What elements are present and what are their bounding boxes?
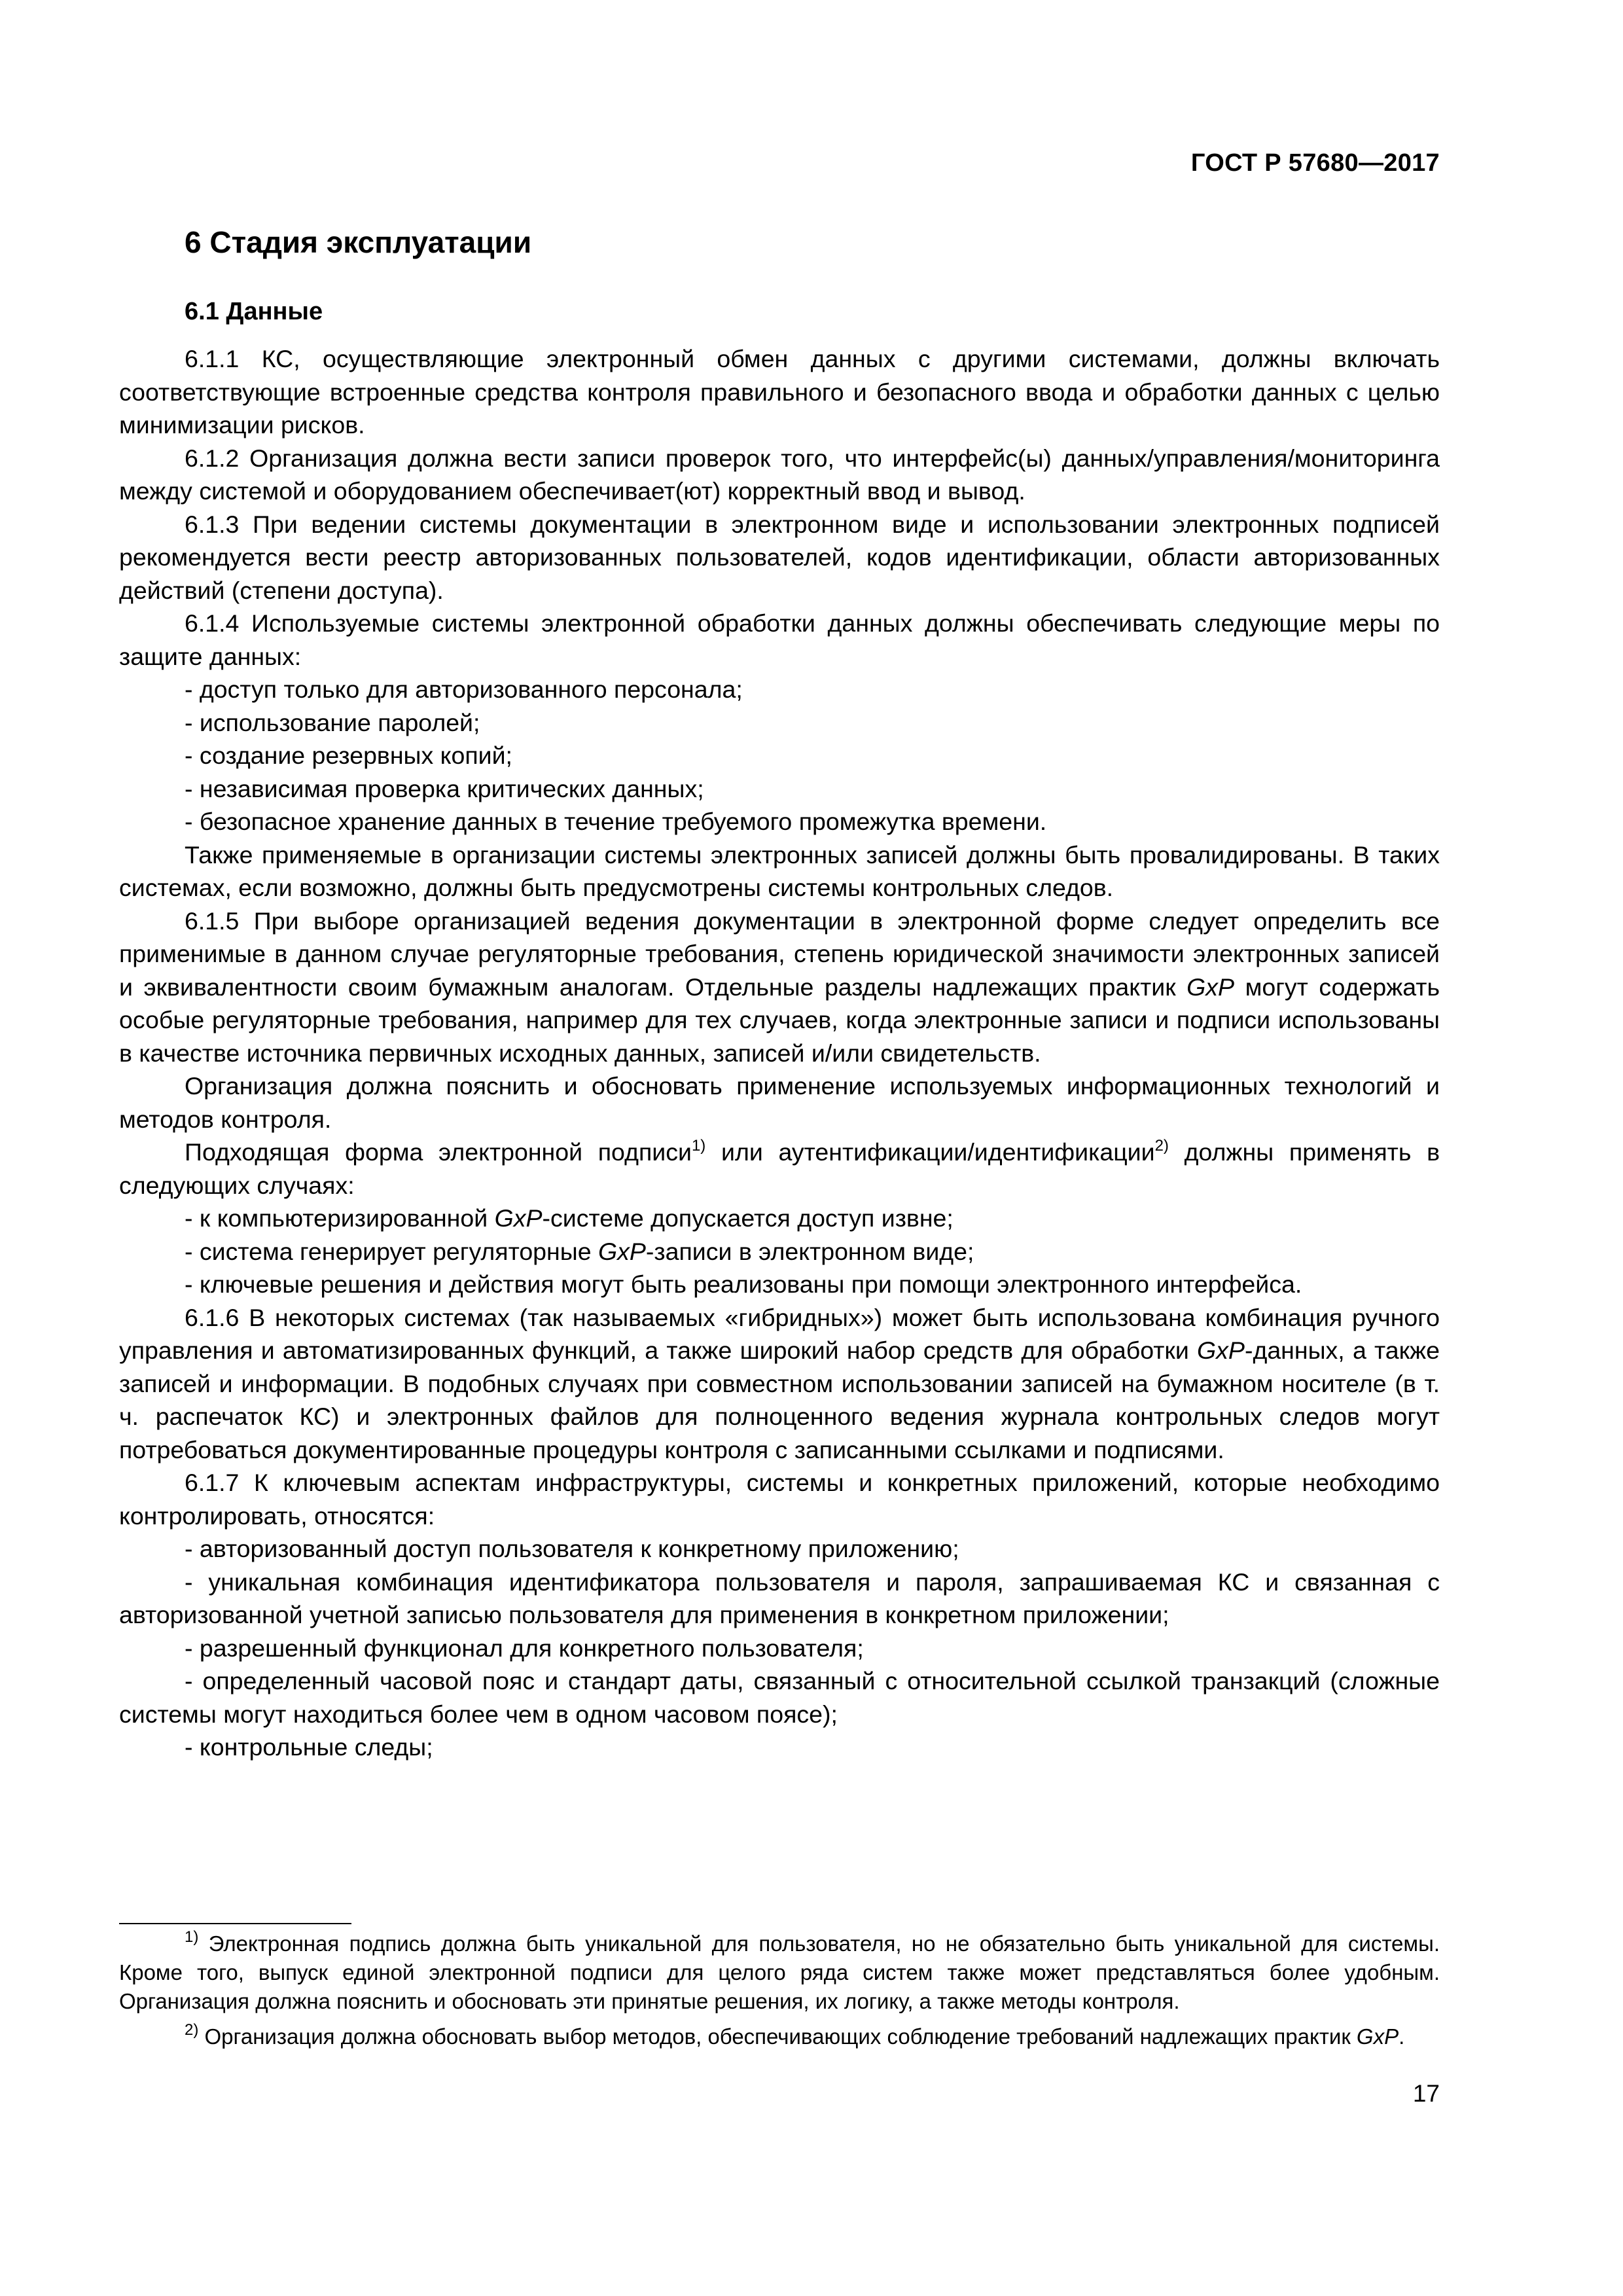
paragraph-6-1-2: 6.1.2 Организация должна вести записи проверок того, что интерфейс(ы) данных/управления/мониторинга между системой и оборудованием обеспечивает(ют) корректный ввод и вывод.	[119, 444, 1440, 505]
footnote-divider	[119, 1923, 351, 1924]
document-code-header: ГОСТ Р 57680—2017	[1190, 149, 1440, 177]
list-item: - к компьютеризированной GxP-системе допускается доступ извне;	[185, 1204, 954, 1232]
list-item: - доступ только для авторизованного персонала;	[185, 675, 743, 703]
list-item: - система генерирует регуляторные GxP-записи в электронном виде;	[185, 1237, 974, 1265]
footnote-mark-2: 2)	[185, 2021, 199, 2039]
gxp-term: GxP	[1356, 2024, 1399, 2049]
footnote-2: $^{2)}$ Организация должна обосновать выбор методов, обеспечивающих соблюдение требований надлежащих практик GxP.	[185, 2021, 1405, 2049]
paragraph-6-1-5: 6.1.5 При выборе организацией ведения документации в электронной форме следует определить все применимые в данном случае регуляторные требования, степень юридической значимости электронных записей и эквивалентности своим бумажным аналогам. Отдельные разделы надлежащих практик GxP могут содержать особые регуляторные требования, например для тех случаев, когда электронные записи и подписи использованы в качестве источника первичных исходных данных, записей и/или свидетельств.	[119, 906, 1440, 1067]
footnote-ref-2: 2)	[1154, 1136, 1169, 1155]
paragraph-6-1-5-justify: Организация должна пояснить и обосновать применение используемых информационных технологий и методов контроля.	[119, 1072, 1440, 1133]
list-item: - уникальная комбинация идентификатора пользователя и пароля, запрашиваемая КС и связанная с авторизованной учетной записью пользователя для применения в конкретном приложении;	[119, 1568, 1440, 1628]
list-item: - разрешенный функционал для конкретного пользователя;	[185, 1634, 864, 1662]
list-item: - ключевые решения и действия могут быть реализованы при помощи электронного интерфейса.	[185, 1270, 1302, 1298]
paragraph-6-1-5-signature: Подходящая форма электронной подписи$^{1)}$ или аутентификации/идентификации$^{2)}$ должны применять в следующих случаях:	[119, 1136, 1440, 1199]
paragraph-6-1-4-validation: Также применяемые в организации системы электронных записей должны быть провалидированы. В таких системах, если возможно, должны быть предусмотрены системы контрольных следов.	[119, 840, 1440, 901]
section-title: 6 Стадия эксплуатации	[185, 225, 532, 259]
gxp-term: GxP	[1186, 973, 1235, 1001]
footnote-ref-1: 1)	[691, 1136, 706, 1155]
paragraph-6-1-7: 6.1.7 К ключевым аспектам инфраструктуры, системы и конкретных приложений, которые необходимо контролировать, относятся:	[119, 1469, 1440, 1530]
list-item: - контрольные следы;	[185, 1733, 433, 1761]
list-item: - использование паролей;	[185, 708, 480, 736]
paragraph-6-1-6: 6.1.6 В некоторых системах (так называемых «гибридных») может быть использована комбинация ручного управления и автоматизированных функций, а также широкий набор средств для обработки GxP-данных, а также записей и информации. В подобных случаях при совместном использовании записей на бумажном носителе (в т. ч. распечаток КС) и электронных файлов для полноценного ведения журнала контрольных следов могут потребоваться документированные процедуры контроля с записанными ссылками и подписями.	[119, 1303, 1440, 1463]
footnotes	[119, 1929, 1440, 2058]
document-page	[119, 0, 1440, 2296]
subsection-title: 6.1 Данные	[185, 298, 323, 325]
list-item: - независимая проверка критических данных;	[185, 774, 704, 802]
gxp-term: GxP	[1197, 1336, 1245, 1364]
footnote-mark-1: 1)	[185, 1928, 199, 1946]
paragraph-6-1-4: 6.1.4 Используемые системы электронной обработки данных должны обеспечивать следующие меры по защите данных:	[119, 609, 1440, 670]
body-text	[119, 342, 1440, 1764]
page-number: 17	[1412, 2080, 1440, 2107]
gxp-term: GxP	[597, 1237, 646, 1265]
gxp-term: GxP	[494, 1204, 543, 1232]
list-item: - авторизованный доступ пользователя к конкретному приложению;	[185, 1535, 959, 1562]
paragraph-6-1-1: 6.1.1 КС, осуществляющие электронный обмен данных с другими системами, должны включать соответствующие встроенные средства контроля правильного и безопасного ввода и обработки данных с целью минимизации рисков.	[119, 345, 1440, 439]
paragraph-6-1-3: 6.1.3 При ведении системы документации в электронном виде и использовании электронных подписей рекомендуется вести реестр авторизованных пользователей, кодов идентификации, области авторизованных действий (степени доступа).	[119, 510, 1440, 604]
list-item: - безопасное хранение данных в течение требуемого промежутка времени.	[185, 808, 1047, 835]
footnote-1: $^{1)}$ Электронная подпись должна быть уникальной для пользователя, но не обязательно быть уникальной для системы. Кроме того, выпуск единой электронной подписи для целого ряда систем также может представляться более удобным. Организация должна пояснить и обосновать эти принятые решения, их логику, а также методы контроля.	[119, 1928, 1440, 2013]
list-item: - создание резервных копий;	[185, 742, 512, 769]
list-item: - определенный часовой пояс и стандарт даты, связанный с относительной ссылкой транзакций (сложные системы могут находиться более чем в одном часовом поясе);	[119, 1667, 1440, 1728]
